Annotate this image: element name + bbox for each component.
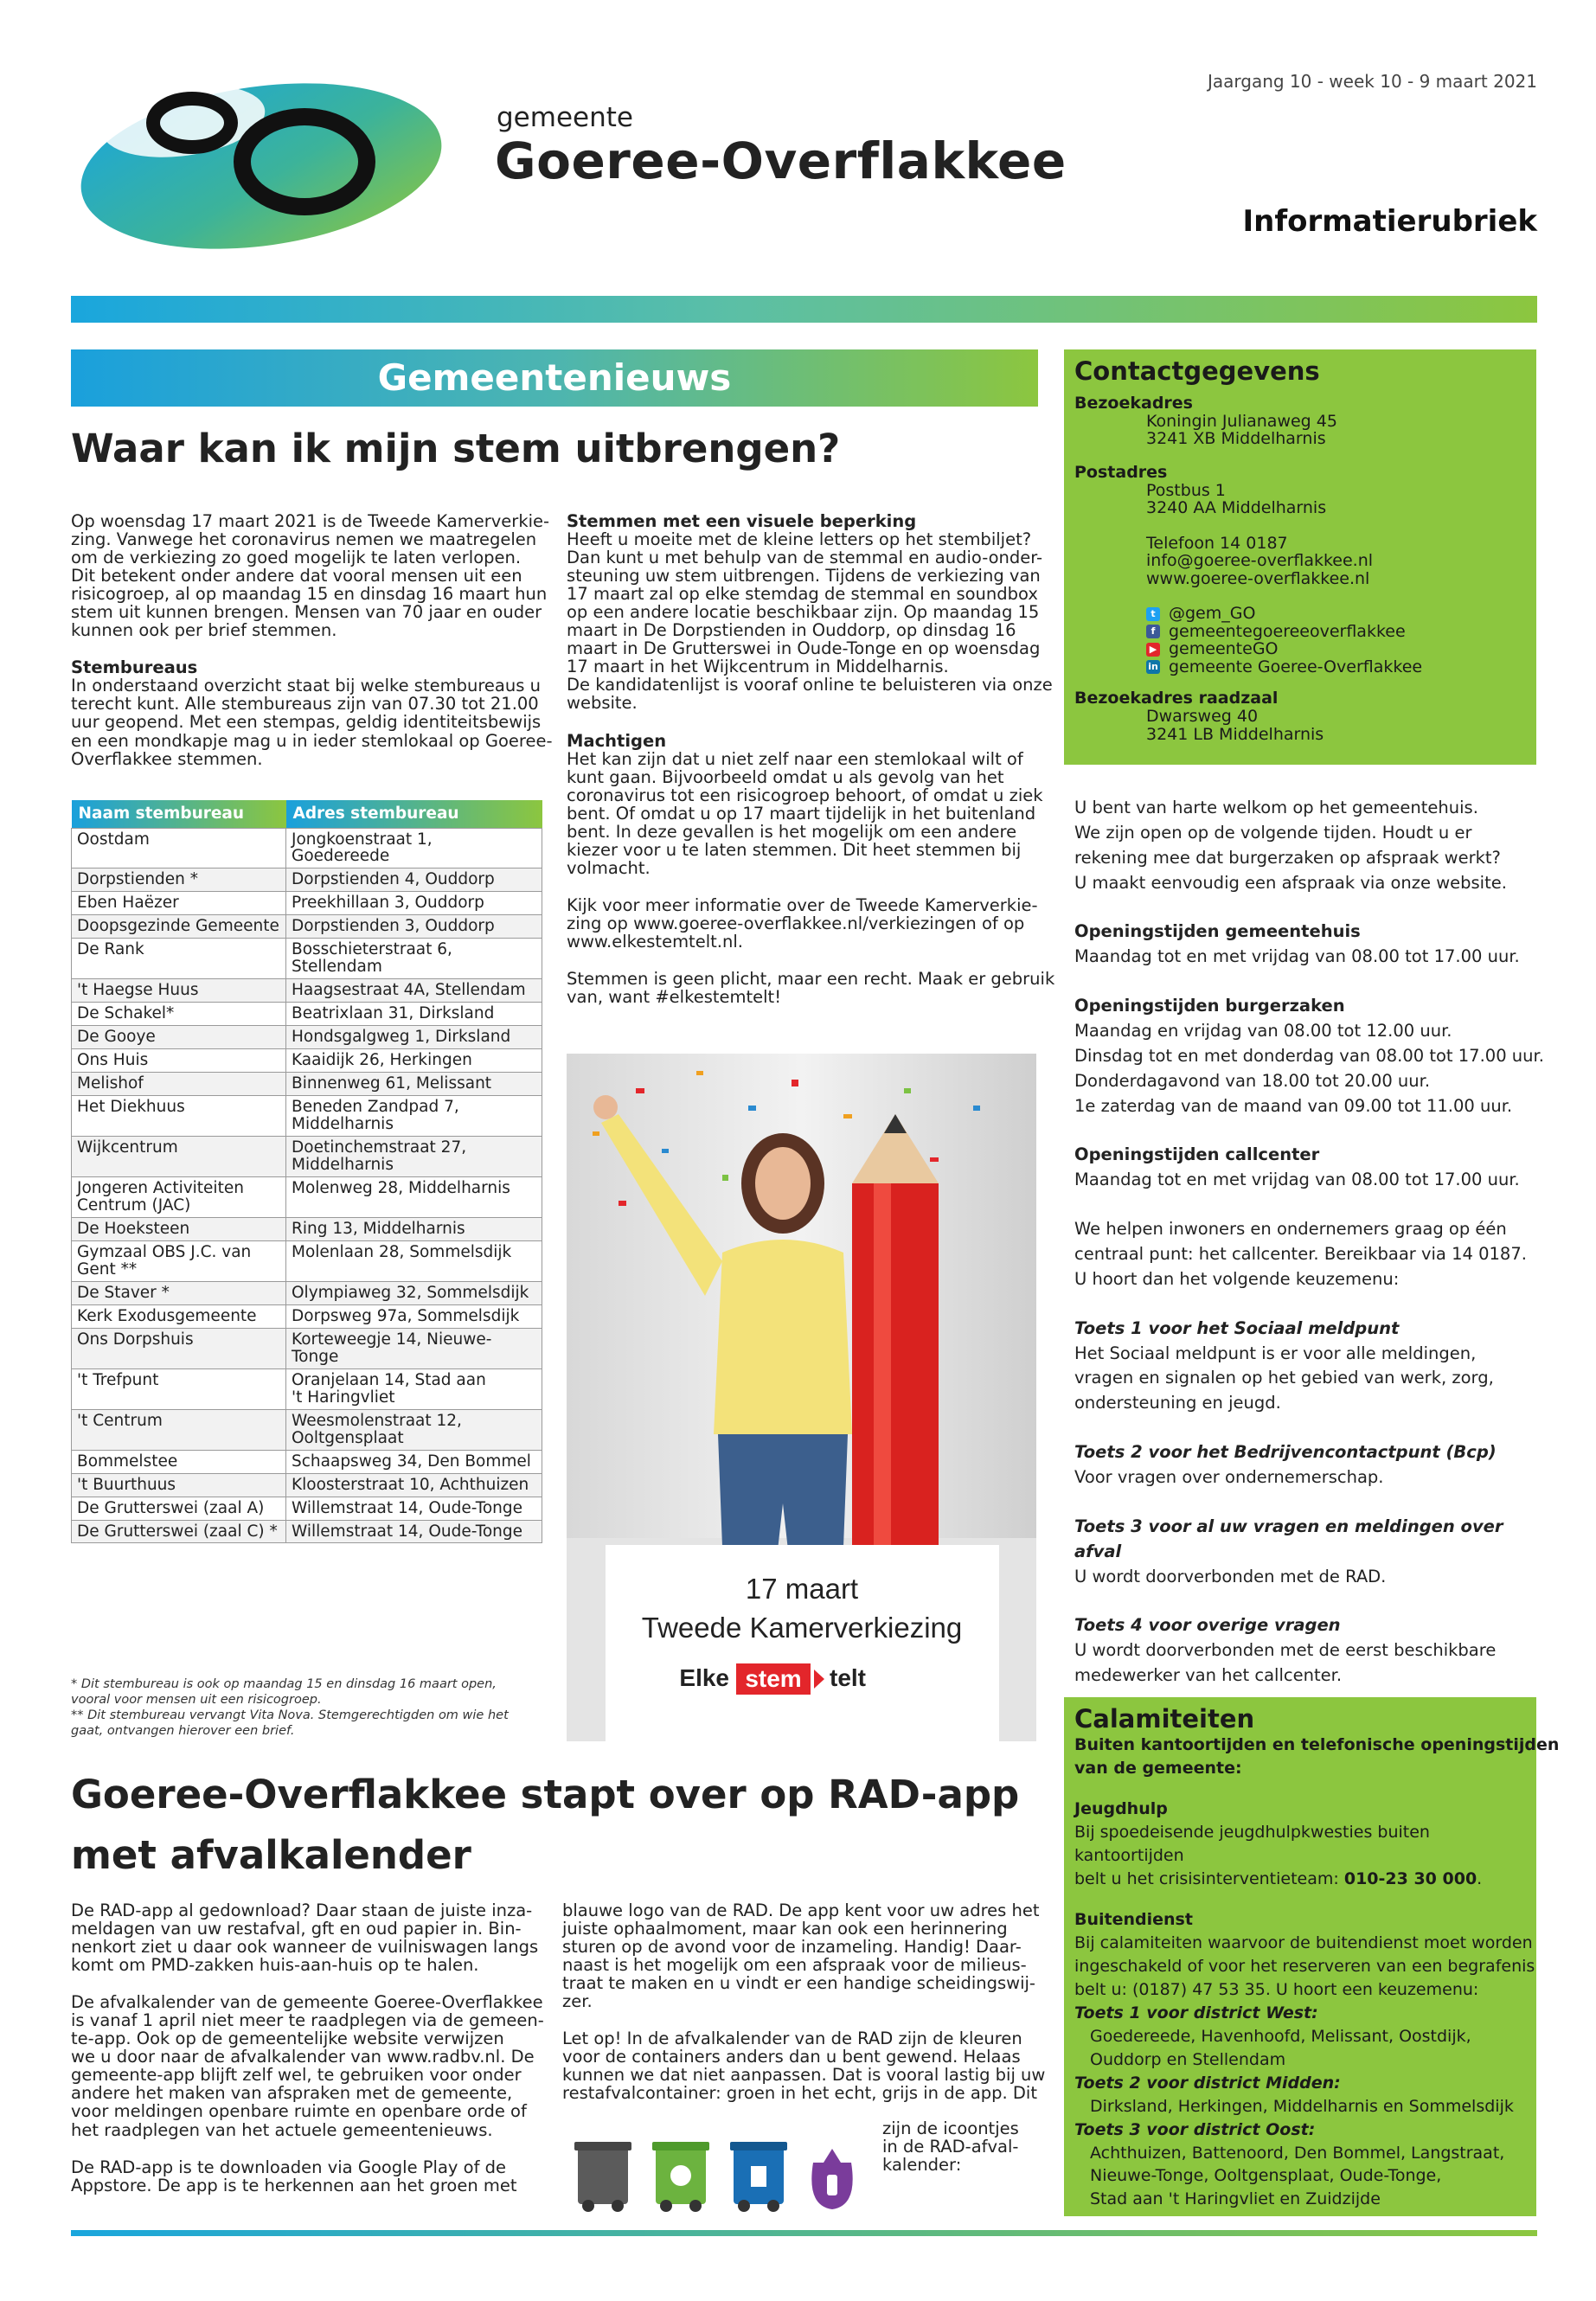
table-row	[72, 1368, 542, 1409]
proxy-heading: Machtigen	[567, 730, 667, 751]
text-line: volmacht.	[567, 857, 651, 878]
text-line: Dinsdag tot en met donderdag van 08.00 tot 17.00 uur.	[1074, 1045, 1544, 1066]
opening-hours-column	[1074, 796, 1544, 1713]
table-row	[72, 1240, 542, 1281]
paper-bin-icon	[730, 2142, 787, 2212]
callcenter-intro	[1074, 1217, 1533, 1292]
station-address: Jongkoenstraat 1, Goedereede	[286, 828, 542, 868]
text-line: van de gemeente:	[1074, 1758, 1242, 1778]
text-line: Bij calamiteiten waarvoor de buitendienst moet worden	[1074, 1932, 1533, 1952]
table-row	[72, 1281, 542, 1304]
article1-title: Waar kan ik mijn stem uitbrengen?	[71, 426, 841, 471]
text-line: U bent van harte welkom op het gemeentehuis.	[1074, 798, 1478, 817]
text-line: om de verkiezing zo goed mogelijk te laten verlopen.	[71, 548, 522, 568]
text-line: voor meldingen openbare ruimte en openbare orde of	[71, 2101, 527, 2122]
text-line: U maakt eenvoudig een afspraak via onze website.	[1074, 872, 1507, 893]
district-west-list	[1074, 2025, 1526, 2072]
station-name: Doopsgezinde Gemeente	[72, 915, 286, 939]
text-line: traat te maken en u vindt er een handige scheidingswij-	[562, 1973, 1035, 1994]
photo-event: Tweede Kamerverkiezing	[641, 1612, 963, 1644]
footer-rule	[71, 2230, 1537, 2236]
text-line: centraal punt: het callcenter. Bereikbaar via 14 0187.	[1074, 1244, 1527, 1265]
calamity-title: Calamiteiten	[1074, 1704, 1255, 1734]
raadzaal-label: Bezoekadres raadzaal	[1074, 689, 1279, 708]
text-line: juiste ophaalmoment, maar kan ook een herinnering	[562, 1919, 1008, 1939]
text-line: Ouddorp en Stellendam	[1090, 2049, 1286, 2069]
table-footnotes	[71, 1676, 542, 1740]
table-row	[72, 1177, 542, 1218]
table-row	[72, 892, 542, 915]
text-line: We helpen inwoners en ondernemers graag op één	[1074, 1219, 1507, 1240]
civil-affairs-hours-heading: Openingstijden burgerzaken	[1074, 996, 1345, 1016]
article2-p3	[71, 2158, 542, 2195]
calamity-box	[1064, 1697, 1560, 2216]
text-line: Postbus 1	[1146, 480, 1226, 500]
text-line: De RAD-app al gedownload? Daar staan de juiste inza-	[71, 1900, 533, 1920]
text-line: U wordt doorverbonden met de eerst beschikbare	[1074, 1640, 1497, 1661]
text-line: Appstore. De app is te herkennen aan het groen met	[71, 2175, 517, 2195]
election-campaign-photo	[567, 1054, 1036, 1741]
text-line: Kijk voor meer informatie over de Tweede Kamerverkie-	[567, 894, 1038, 915]
text-line: website.	[567, 693, 638, 714]
text-line: Koningin Julianaweg 45	[1146, 411, 1337, 431]
article2-title-line2: met afvalkalender	[71, 1831, 471, 1878]
text-line: Dan kunt u met behulp van de stemmal en audio-onder-	[567, 548, 1043, 568]
text-line: We zijn open op de volgende tijden. Houdt u er	[1074, 822, 1472, 843]
option-2-heading: Toets 2 voor het Bedrijvencontactpunt (Bcp)	[1074, 1442, 1497, 1463]
table-row	[72, 1217, 542, 1240]
restafval-bin-icon	[574, 2142, 631, 2212]
polling-station-table	[71, 800, 542, 1543]
text-line: ingeschakeld of voor het reserveren van een begrafenis	[1074, 1956, 1535, 1976]
station-name: Melishof	[72, 1073, 286, 1096]
article2-p5	[562, 2029, 1046, 2104]
more-info-text	[567, 896, 1041, 951]
welcome-text	[1074, 796, 1533, 895]
callcenter-hours: Maandag tot en met vrijdag van 08.00 tot 17.00 uur.	[1074, 1170, 1520, 1190]
text-line: U hoort dan het volgende keuzemenu:	[1074, 1268, 1400, 1289]
text-line: we u door naar de afvalkalender van www.radbv.nl. De	[71, 2047, 535, 2067]
photo-date: 17 maart	[745, 1573, 859, 1605]
text-line: Donderdagavond van 18.00 tot 20.00 uur.	[1074, 1070, 1431, 1091]
table-row	[72, 1096, 542, 1137]
outdoor-service-heading: Buitendienst	[1074, 1909, 1193, 1929]
station-name: Gymzaal OBS J.C. van Gent **	[72, 1240, 286, 1281]
station-name: 't Haegse Huus	[72, 979, 286, 1003]
linkedin-handle: gemeente Goeree-Overflakkee	[1169, 657, 1423, 676]
email-link[interactable]: info@goeree-overflakkee.nl	[1146, 551, 1374, 571]
municipality-logo	[71, 71, 452, 253]
text-line: in de RAD-afval-	[882, 2137, 1019, 2157]
option-1-heading: Toets 1 voor het Sociaal meldpunt	[1074, 1317, 1400, 1338]
table-row	[72, 939, 542, 979]
text-line: 17 maart zal op elke stemdag de stemmal en soundbox	[567, 584, 1038, 605]
proxy-text	[567, 750, 1041, 877]
text-line: terecht kunt. Alle stembureaus zijn van 07.30 tot 21.00	[71, 694, 539, 715]
text-line: rekening mee dat burgerzaken op afspraak werkt?	[1074, 847, 1501, 868]
table-row	[72, 1328, 542, 1368]
youtube-link[interactable]	[1074, 640, 1526, 658]
text-line: Het kan zijn dat u niet zelf naar een stemlokaal wilt of	[567, 748, 1023, 769]
text-line: en een mondkapje mag u in ieder stemlokaal op Goeree-	[71, 730, 553, 751]
brand-prefix: gemeente	[497, 102, 633, 133]
option-4-text	[1074, 1638, 1533, 1689]
youtube-icon: ▶	[1146, 643, 1160, 657]
facebook-link[interactable]	[1074, 623, 1526, 641]
text-line: medewerker van het callcenter.	[1074, 1665, 1343, 1686]
station-name: Jongeren Activiteiten Centrum (JAC)	[72, 1177, 286, 1218]
station-address: Haagsestraat 4A, Stellendam	[286, 979, 542, 1003]
text-line: te-app. Ook op de gemeentelijke website verwijzen	[71, 2029, 504, 2049]
youth-care-heading: Jeugdhulp	[1074, 1798, 1168, 1818]
station-address: Preekhillaan 3, Ouddorp	[286, 892, 542, 915]
stembureaus-heading: Stembureaus	[71, 657, 198, 678]
station-address: Kaaidijk 26, Herkingen	[286, 1049, 542, 1073]
text-line: gemeente-app blijft zelf wel, te gebruiken voor onder	[71, 2065, 522, 2086]
text-line: kunnen we dat niet aanpassen. Dat is vooral lastig bij uw	[562, 2065, 1046, 2086]
stembureaus-text	[71, 676, 553, 769]
station-name: Kerk Exodusgemeente	[72, 1304, 286, 1328]
text-line: is vanaf 1 april niet meer te raadplegen via de gemeen-	[71, 2010, 544, 2031]
table-row	[72, 915, 542, 939]
crisis-phone: 010-23 30 000	[1343, 1868, 1477, 1888]
twitter-link[interactable]	[1074, 605, 1526, 623]
station-address: Kloosterstraat 10, Achthuizen	[286, 1473, 542, 1497]
option-1-text	[1074, 1342, 1533, 1417]
option-4-heading: Toets 4 voor overige vragen	[1074, 1615, 1341, 1636]
station-name: De Gooye	[72, 1026, 286, 1049]
text-line: Op woensdag 17 maart 2021 is de Tweede Kamerverkie-	[71, 511, 550, 531]
text-line: stem uit kunnen brengen. Mensen van 70 jaar en ouder	[71, 602, 542, 623]
outdoor-service-text	[1074, 1932, 1535, 2002]
text-line: naast is het mogelijk om een afspraak voor de milieus-	[562, 1955, 1027, 1976]
twitter-handle: @gem_GO	[1169, 604, 1256, 624]
station-address: Doetinchemstraat 27, Middelharnis	[286, 1137, 542, 1177]
text-line: maart in De Grutterswei in Oude-Tonge en op woensdag	[567, 638, 1041, 659]
article2-p4	[562, 1900, 1040, 2012]
station-address: Beneden Zandpad 7, Middelharnis	[286, 1096, 542, 1137]
post-address	[1074, 482, 1526, 517]
station-address: Dorpstienden 3, Ouddorp	[286, 915, 542, 939]
linkedin-icon: in	[1146, 660, 1160, 674]
station-address: Olympiaweg 32, Sommelsdijk	[286, 1281, 542, 1304]
text-line: ondersteuning en jeugd.	[1074, 1393, 1281, 1413]
visit-address	[1074, 413, 1526, 448]
text-line: nenkort ziet u daar ook wanneer de vuilniswagen langs	[71, 1937, 539, 1958]
rubric-title: Informatierubriek	[1242, 204, 1537, 239]
station-address: Ring 13, Middelharnis	[286, 1217, 542, 1240]
calamity-subtitle	[1074, 1734, 1560, 1780]
table-row	[72, 1049, 542, 1073]
station-name: De Staver *	[72, 1281, 286, 1304]
table-row	[72, 1450, 542, 1473]
town-hall-hours-heading: Openingstijden gemeentehuis	[1074, 921, 1361, 942]
facebook-handle: gemeentegoereeoverflakkee	[1169, 621, 1406, 641]
closing-text	[567, 969, 1055, 1008]
station-address: Schaapsweg 34, Den Bommel	[286, 1450, 542, 1473]
pmd-bag-icon	[811, 2149, 852, 2209]
visual-impairment-text	[567, 529, 1053, 714]
youtube-handle: gemeenteGO	[1169, 639, 1279, 659]
contact-title: Contactgegevens	[1074, 356, 1320, 386]
station-address: Weesmolenstraat 12, Ooltgensplaat	[286, 1409, 542, 1450]
table-row	[72, 1497, 542, 1520]
station-name: Wijkcentrum	[72, 1137, 286, 1177]
slogan-word-3: telt	[830, 1664, 866, 1691]
text-line: coronavirus tot een risicogroep behoort, of omdat u ziek	[567, 785, 1043, 805]
text-line: De afvalkalender van de gemeente Goeree-Overflakkee	[71, 1992, 543, 2013]
text-line: 1e zaterdag van de maand van 09.00 tot 11.00 uur.	[1074, 1095, 1513, 1116]
text-line: zing. Vanwege het coronavirus nemen we maatregelen	[71, 529, 537, 550]
phone: Telefoon 14 0187	[1146, 533, 1288, 553]
station-name: Het Diekhuus	[72, 1096, 286, 1137]
twitter-icon: t	[1146, 607, 1160, 621]
town-hall-hours: Maandag tot en met vrijdag van 08.00 tot 17.00 uur.	[1074, 946, 1520, 967]
text-line: vragen en signalen op het gebied van werk, zorg,	[1074, 1368, 1494, 1388]
youth-care-line2-text: belt u het crisisinterventieteam:	[1074, 1868, 1339, 1888]
text-line: Heeft u moeite met de kleine letters op het stembiljet?	[567, 529, 1032, 550]
visual-impairment-heading: Stemmen met een visuele beperking	[567, 511, 917, 531]
slogan-word-2: stem	[745, 1665, 802, 1692]
text-line: Goedereede, Havenhoofd, Melissant, Oostdijk,	[1090, 2026, 1471, 2046]
table-row	[72, 1137, 542, 1177]
station-name: De Grutterswei (zaal A)	[72, 1497, 286, 1520]
section-banner: Gemeentenieuws	[71, 349, 1038, 407]
waste-bin-icons	[573, 2137, 867, 2214]
station-address: Binnenweg 61, Melissant	[286, 1073, 542, 1096]
district-midden-list: Dirksland, Herkingen, Middelharnis en Sommelsdijk	[1090, 2096, 1514, 2116]
text-line: De kandidatenlijst is vooraf online te beluisteren via onze	[567, 675, 1053, 695]
text-line: risicogroep, al op maandag 15 en dinsdag 16 maart hun	[71, 584, 548, 605]
text-line: Dit betekent onder andere dat vooral mensen uit een	[71, 566, 522, 586]
article1-col2	[567, 511, 1055, 1025]
contact-box	[1064, 349, 1536, 765]
text-line: voor de containers anders dan u bent gewend. Helaas	[562, 2047, 1021, 2067]
post-address-label: Postadres	[1074, 462, 1168, 482]
text-line: Stemmen is geen plicht, maar een recht. Maak er gebruik	[567, 969, 1055, 990]
text-line: bent. In deze gevallen is het mogelijk om een andere	[567, 821, 1017, 842]
station-name: Eben Haëzer	[72, 892, 286, 915]
text-line: ** Dit stembureau vervangt Vita Nova. Stemgerechtigden om wie het	[71, 1708, 509, 1723]
option-2-text: Voor vragen over ondernemerschap.	[1074, 1467, 1384, 1488]
text-line: Achthuizen, Battenoord, Den Bommel, Langstraat,	[1090, 2143, 1505, 2163]
text-line: bent. Of omdat u op 17 maart tijdelijk in het buitenland	[567, 803, 1036, 824]
text-line: Maandag en vrijdag van 08.00 tot 12.00 uur.	[1074, 1021, 1452, 1042]
text-line: www.elkestemtelt.nl.	[567, 931, 743, 952]
linkedin-link[interactable]	[1074, 658, 1526, 676]
text-line: zer.	[562, 1991, 593, 2012]
station-name: 't Trefpunt	[72, 1368, 286, 1409]
text-line: vooral voor mensen uit een risicogroep.	[71, 1693, 322, 1708]
station-name: De Hoeksteen	[72, 1217, 286, 1240]
text-line: Stad aan 't Haringvliet en Zuidzijde	[1090, 2189, 1381, 2209]
brand-name: Goeree-Overflakkee	[495, 131, 1067, 190]
text-line: Overflakkee stemmen.	[71, 748, 263, 769]
text-line: gaat, ontvangen hierover een brief.	[71, 1724, 295, 1739]
station-address: Willemstraat 14, Oude-Tonge	[286, 1497, 542, 1520]
station-name: 't Buurthuus	[72, 1473, 286, 1497]
text-line: maart in De Dorpstienden in Ouddorp, op dinsdag 16	[567, 620, 1016, 641]
text-line: Buiten kantoortijden en telefonische openingstijden	[1074, 1735, 1560, 1754]
article1-col1	[71, 511, 553, 787]
table-row	[72, 1003, 542, 1026]
district-midden-heading: Toets 2 voor district Midden:	[1074, 2073, 1341, 2093]
article2-col2	[562, 1900, 1046, 2121]
option-3-text: U wordt doorverbonden met de RAD.	[1074, 1566, 1387, 1586]
text-line: kalender:	[882, 2155, 962, 2176]
text-line: kunt gaan. Bijvoorbeeld omdat u als gevolg van het	[567, 766, 1004, 787]
table-row	[72, 979, 542, 1003]
visit-address-label: Bezoekadres	[1074, 394, 1193, 413]
text-line: 3240 AA Middelharnis	[1146, 498, 1327, 518]
header-rule	[71, 296, 1537, 323]
station-address: Dorpstienden 4, Ouddorp	[286, 868, 542, 892]
text-line: steuning uw stem uitbrengen. Tijdens de verkiezing van	[567, 566, 1041, 586]
article2-title-line1: Goeree-Overflakkee stapt over op RAD-app	[71, 1772, 1020, 1817]
article2-p2	[71, 1993, 542, 2138]
table-row	[72, 868, 542, 892]
table-row	[72, 1473, 542, 1497]
article2-icons-caption	[882, 2119, 1038, 2174]
station-address: Beatrixlaan 31, Dirksland	[286, 1003, 542, 1026]
text-line: De RAD-app is te downloaden via Google Play of de	[71, 2157, 507, 2177]
table-row	[72, 1073, 542, 1096]
text-line: kiezer voor u te laten stemmen. Dit heet stemmen bij	[567, 839, 1022, 860]
text-line: sturen op de avond voor de inzameling. Handig! Daar-	[562, 1937, 1022, 1958]
station-address: Hondsgalgweg 1, Dirksland	[286, 1026, 542, 1049]
table-header-name: Naam stembureau	[72, 800, 286, 828]
article2-p1	[71, 1901, 542, 1974]
youth-care-line1: Bij spoedeisende jeugdhulpkwesties buiten kantoortijden	[1074, 1822, 1430, 1865]
article2-col1	[71, 1901, 542, 2214]
text-line: Dwarsweg 40	[1146, 707, 1259, 727]
text-line: Het Sociaal meldpunt is er voor alle meldingen,	[1074, 1343, 1477, 1363]
station-address: Molenlaan 28, Sommelsdijk	[286, 1240, 542, 1281]
text-line: belt u: (0187) 47 53 35. U hoort een keuzemenu:	[1074, 1979, 1479, 1999]
facebook-icon: f	[1146, 625, 1160, 638]
station-address: Korteweegje 14, Nieuwe-Tonge	[286, 1328, 542, 1368]
station-name: Bommelstee	[72, 1450, 286, 1473]
text-line: het raadplegen van het actuele gemeentenieuws.	[71, 2119, 493, 2140]
text-line: van, want #elkestemtelt!	[567, 987, 782, 1008]
station-name: De Rank	[72, 939, 286, 979]
table-header-address: Adres stembureau	[286, 800, 542, 828]
slogan-word-1: Elke	[679, 1664, 729, 1691]
text-line: op een andere locatie beschikbaar zijn. Op maandag 15	[567, 602, 1040, 623]
station-name: Ons Dorpshuis	[72, 1328, 286, 1368]
article1-intro	[71, 511, 550, 641]
text-line: meldagen van uw restafval, gft en oud papier in. Bin-	[71, 1919, 522, 1939]
article2-title	[71, 1765, 1019, 1886]
gft-bin-icon	[652, 2142, 709, 2212]
text-line: 3241 LB Middelharnis	[1146, 724, 1324, 744]
text-line: uur geopend. Met een stempas, geldig identiteitsbewijs	[71, 712, 542, 733]
station-address: Willemstraat 14, Oude-Tonge	[286, 1520, 542, 1543]
text-line: * Dit stembureau is ook op maandag 15 en dinsdag 16 maart open,	[71, 1677, 497, 1691]
text-line: kunnen ook per brief stemmen.	[71, 620, 337, 641]
table-row	[72, 828, 542, 868]
text-line: andere het maken van afspraken met de gemeente,	[71, 2083, 513, 2104]
station-name: Ons Huis	[72, 1049, 286, 1073]
station-name: Oostdam	[72, 828, 286, 868]
text-line: Nieuwe-Tonge, Ooltgensplaat, Oude-Tonge,	[1090, 2166, 1442, 2186]
text-line: Let op! In de afvalkalender van de RAD zijn de kleuren	[562, 2029, 1022, 2049]
station-address: Oranjelaan 14, Stad aan 't Haringvliet	[286, 1368, 542, 1409]
district-west-heading: Toets 1 voor district West:	[1074, 2003, 1318, 2022]
table-row	[72, 1520, 542, 1543]
text-line: 17 maart in het Wijkcentrum in Middelharnis.	[567, 657, 949, 677]
issue-line: Jaargang 10 - week 10 - 9 maart 2021	[1207, 71, 1537, 92]
text-line: restafvalcontainer: groen in het echt, grijs in de app. Dit	[562, 2083, 1037, 2104]
text-line: komt om PMD-zakken huis-aan-huis op te halen.	[71, 1955, 479, 1976]
option-3-heading: Toets 3 voor al uw vragen en meldingen over afval	[1074, 1516, 1503, 1561]
raadzaal-address	[1074, 708, 1526, 743]
callcenter-hours-heading: Openingstijden callcenter	[1074, 1144, 1320, 1165]
civil-affairs-hours	[1074, 1019, 1544, 1118]
text-line: blauwe logo van de RAD. De app kent voor uw adres het	[562, 1900, 1040, 1920]
station-name: Dorpstienden *	[72, 868, 286, 892]
district-oost-list	[1074, 2142, 1526, 2212]
station-address: Dorpsweg 97a, Sommelsdijk	[286, 1304, 542, 1328]
station-name: De Grutterswei (zaal C) *	[72, 1520, 286, 1543]
station-name: De Schakel*	[72, 1003, 286, 1026]
table-row	[72, 1409, 542, 1450]
station-name: 't Centrum	[72, 1409, 286, 1450]
text-line: zing op www.goeree-overflakkee.nl/verkiezingen of op	[567, 913, 1025, 933]
table-row	[72, 1026, 542, 1049]
text-line: 3241 XB Middelharnis	[1146, 429, 1326, 449]
website-link[interactable]: www.goeree-overflakkee.nl	[1146, 568, 1370, 588]
station-address: Molenweg 28, Middelharnis	[286, 1177, 542, 1218]
text-line: zijn de icoontjes	[882, 2118, 1019, 2138]
district-oost-heading: Toets 3 voor district Oost:	[1074, 2119, 1316, 2139]
youth-care-line2: belt u het crisisinterventieteam: 010-23 30 000.	[1074, 1868, 1483, 1888]
table-row	[72, 1304, 542, 1328]
text-line: In onderstaand overzicht staat bij welke stembureaus u	[71, 676, 541, 696]
station-address: Bosschieterstraat 6, Stellendam	[286, 939, 542, 979]
